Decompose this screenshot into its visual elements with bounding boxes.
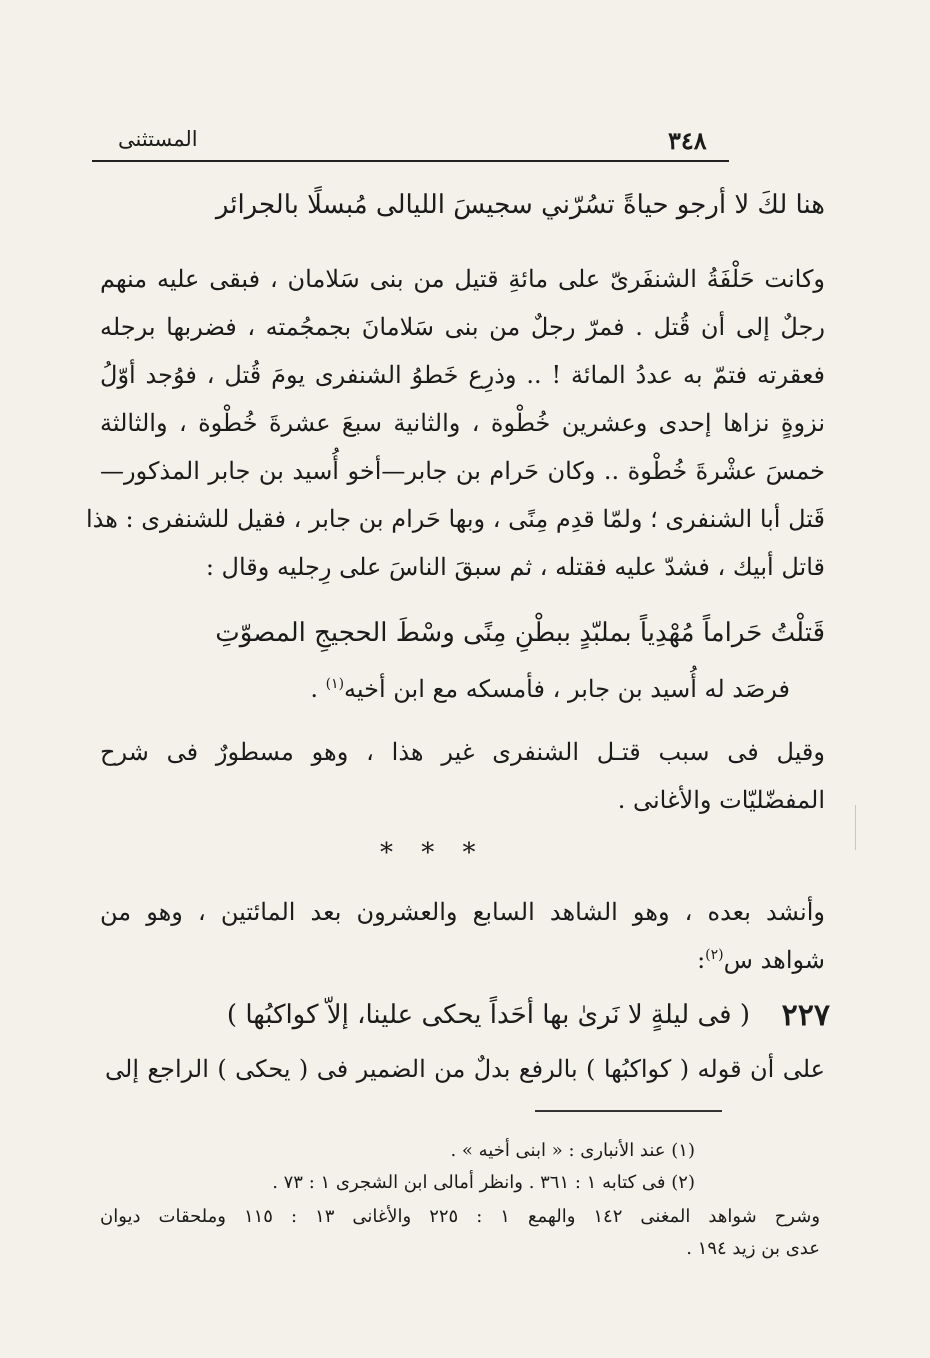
paragraph-line: المفضّليّات والأغانى . [617, 786, 825, 814]
paragraph-line: فعقرته فتمّ به عددُ المائة ! .. وذرِع خَطوُ الشنفرى يومَ قُتل ، فوُجد أوّلُ [100, 361, 825, 389]
paragraph-line: وكانت حَلْفَةُ الشنفَرىّ على مائةِ قتيل من بنى سَلامان ، فبقى عليه منهم [100, 265, 825, 293]
scan-artifact-line [855, 805, 856, 850]
paragraph-line: على أن قوله ( كواكبُها ) بالرفع بدلٌ من الضمير فى ( يحكى ) الراجع إلى [105, 1055, 825, 1083]
footnote-ref: (٢) [705, 947, 724, 963]
paragraph-line: وقيل فى سبب قتـل الشنفرى غير هذا ، وهو مسطورٌ فى شرح [100, 738, 825, 766]
line-text: شواهد س [723, 946, 825, 974]
footnote-2-end: عدى بن زيد ١٩٤ . [686, 1238, 820, 1259]
line-text: فرصَد له أُسيد بن جابر ، فأمسكه مع ابن أخيه [344, 675, 790, 703]
page-number: ٣٤٨ [668, 126, 707, 155]
footnote-rule [535, 1110, 722, 1112]
paragraph-line: قَتل أبا الشنفرى ؛ ولمّا قدِم مِنًى ، وبها حَرام بن جابر ، فقيل للشنفرى : هذا [85, 505, 825, 533]
footnote-1: (١) عند الأنبارى : « ابنى أخيه » . [450, 1140, 695, 1161]
header-rule [92, 160, 729, 162]
verse-line-1: هنا لكَ لا أرجو حياةً تسُرّني سجيسَ الليالى مُبسلًا بالجرائر [215, 190, 825, 220]
verse-line-2: قَتلْتُ حَراماً مُهْدِياً بملبّدٍ ببطْنِ مِنًى وسْطَ الحجيجِ المصوّتِ [215, 618, 825, 648]
paragraph-line: فرصَد له أُسيد بن جابر ، فأمسكه مع ابن أخيه$^{(١)}$ . [310, 675, 790, 703]
witness-verse: ( فى ليلةٍ لا نَرىٰ بها أحَداً يحكى علينا، إلاّ كواكبُها ) [226, 1000, 750, 1030]
footnote-2: (٢) فى كتابه ١ : ٣٦١ . وانظر أمالى ابن الشجرى ١ : ٧٣ . [272, 1172, 695, 1193]
paragraph-line: خمسَ عشْرةَ خُطْوة .. وكان حَرام بن جابر—أخو أُسيد بن جابر المذكور— [100, 457, 825, 485]
footnote-2-continued: وشرح شواهد المغنى ١٤٢ والهمع ١ : ٢٢٥ والأغانى ١٣ : ١١٥ وملحقات ديوان [100, 1206, 821, 1227]
section-separator: * * * [380, 838, 486, 868]
paragraph-line: قاتل أبيك ، فشدّ عليه فقتله ، ثم سبقَ الناسَ على رِجليه وقال : [205, 553, 825, 581]
paragraph-line: وأنشد بعده ، وهو الشاهد السابع والعشرون بعد المائتين ، وهو من [100, 898, 825, 926]
colon: : [697, 946, 706, 974]
witness-number: ٢٢٧ [781, 998, 830, 1033]
paragraph-line: رجلٌ إلى أن قُتل . فمرّ رجلٌ من بنى سَلامانَ بجمجُمته ، فضربها برجله [100, 313, 825, 341]
footnote-ref: (١) [325, 676, 345, 692]
paragraph-line: نزوةٍ نزاها إحدى وعشرين خُطْوة ، والثانية سبعَ عشرةَ خُطْوة ، والثالثة [100, 409, 825, 437]
paragraph-line [697, 946, 825, 974]
running-title: المستثنى [118, 127, 198, 151]
